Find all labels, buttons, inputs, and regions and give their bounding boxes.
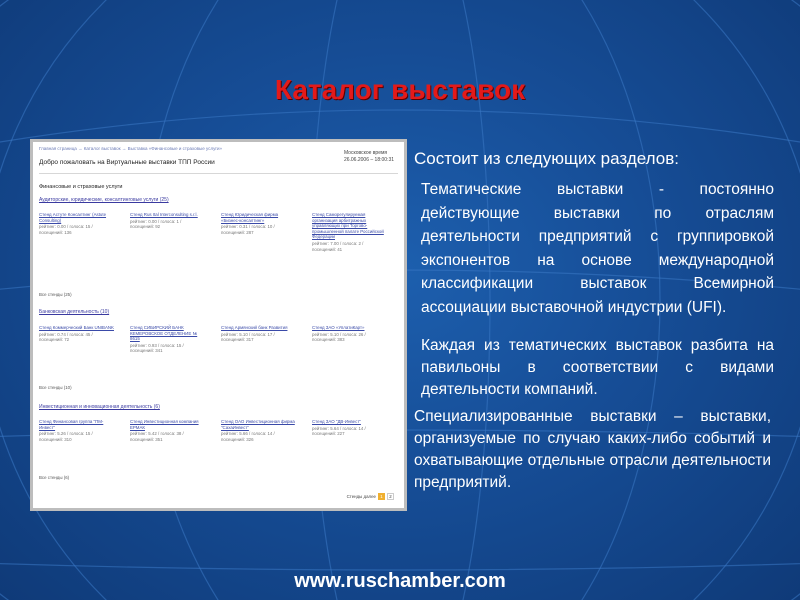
stand-card[interactable] (39, 419, 115, 442)
stand-meta: рейтинг: 0.93 / голоса: 15 / посещений: 341 (130, 342, 184, 354)
stand-meta: рейтинг: 5.10 / голоса: 17 / посещений: 317 (221, 331, 275, 343)
stand-link[interactable]: Стенд Саморегулируемая организация арбитражных управляющих при Торгово-промышленной палате Российской Федерации (312, 212, 384, 240)
section-heading-audit[interactable]: Аудиторские, юридические, консалтинговые услуги (25) (39, 197, 169, 203)
stand-link[interactable]: Стенд ЗАО "ДВ-Инвест" (312, 419, 361, 424)
all-stands-link[interactable]: Все стенды (25) (39, 292, 72, 297)
stand-card[interactable] (39, 325, 115, 343)
stand-link[interactable]: Стенд ОАО Инвестиционная фирма "СахаИнвест" (221, 419, 295, 430)
stand-meta: рейтинг: 0.74 / голоса: 45 / посещений: 72 (39, 331, 93, 343)
page-button-1[interactable]: 1 (378, 493, 385, 500)
stand-meta: рейтинг: 0.00 / голоса: 1 / посещений: 92 (130, 218, 182, 230)
breadcrumb[interactable]: Главная страница → Каталог выставок → Выставка «Финансовые и страховые услуги» (39, 146, 223, 151)
stand-card[interactable] (312, 419, 388, 437)
stand-link[interactable]: Стенд Коммерческий Банк UNIBANK (39, 325, 114, 330)
stand-link[interactable]: Стенд Финансовая группа "ПМ-Инвест" (39, 419, 104, 430)
clock-value: 26.06.2006 – 18:00:31 (343, 157, 394, 163)
stand-meta: рейтинг: 5.64 / голоса: 14 / посещений: 227 (312, 425, 366, 437)
stand-meta: рейтинг: 5.42 / голоса: 38 / посещений: 351 (130, 431, 184, 442)
stand-card[interactable] (221, 325, 297, 343)
stand-meta: рейтинг: 5.10 / голоса: 26 / посещений: 383 (312, 331, 366, 343)
stand-link[interactable]: Стенд СИБИРСКИЙ БАНК КЕМЕРОВСКОЕ ОТДЕЛЕНИЕ № 8615 (130, 325, 198, 342)
stand-link[interactable]: Стенд Юридическая фирма «Бизнес-консалтинг» (221, 212, 279, 223)
paragraph-specialized: Специализированные выставки – выставки, организуемые по случаю каких-либо событий и охватывающие отдельные отрасли деятельности предприятий. (414, 408, 771, 491)
paragraph-pavilions: Каждая из тематических выставок разбита на павильоны в соответствии с видами деятельности компаний. (421, 337, 774, 398)
stand-card[interactable] (130, 212, 206, 230)
moscow-clock (344, 150, 394, 164)
footer-url[interactable]: www.ruschamber.com (294, 570, 506, 592)
stand-link[interactable]: Стенд Астуте Консалтинг (Astute Consulting) (39, 212, 107, 223)
stand-meta: рейтинг: 0.31 / голоса: 10 / посещений: 287 (221, 224, 275, 235)
stand-card[interactable] (312, 325, 388, 343)
pagination (347, 493, 394, 500)
stand-meta: рейтинг: 0.00 / голоса: 15 / посещений: 136 (39, 224, 93, 235)
website-screenshot (30, 139, 407, 511)
stand-card[interactable] (221, 419, 297, 442)
divider (39, 173, 398, 174)
stand-link[interactable]: Стенд ЗАО «УплатиКарт» (312, 325, 365, 330)
slide-title: Каталог выставок (274, 74, 526, 105)
welcome-heading: Добро пожаловать на Виртуальные выставки ТПП России (39, 159, 215, 166)
paragraph-thematic: Тематические выставки - постоянно действующие выставки по отраслям деятельности предприятий с группировкой экспонентов на основе международной классификации выставок Всемирной ассоциации выставочной индустрии (UFI). (421, 181, 774, 316)
stand-link[interactable]: Стенд Rus Ital Interconsulting s.r.l. (130, 212, 198, 217)
stand-card[interactable] (221, 212, 297, 235)
exhibition-title: Финансовые и страховые услуги (39, 184, 123, 190)
intro-text: Состоит из следующих разделов: (414, 149, 679, 168)
stand-link[interactable]: Стенд Армянский банк Развития (221, 325, 288, 330)
all-stands-link[interactable]: Все стенды (10) (39, 385, 72, 390)
stand-link[interactable]: Стенд Инвестиционная компания ЕРМАК (130, 419, 199, 430)
stand-card[interactable] (130, 419, 206, 442)
stand-card[interactable] (39, 212, 115, 235)
section-heading-investment[interactable]: Инвестиционная и инновационная деятельность (6) (39, 404, 160, 410)
section-heading-banking[interactable]: Банковская деятельность (10) (39, 309, 110, 315)
all-stands-link[interactable]: Все стенды (6) (39, 475, 70, 480)
page-button-2[interactable]: 2 (387, 493, 394, 500)
pager-label: Стенды далее (346, 494, 376, 499)
stand-card[interactable] (130, 325, 206, 354)
stand-card[interactable] (312, 212, 388, 252)
website-page (33, 142, 404, 508)
stand-meta: рейтинг: 5.26 / голоса: 15 / посещений: 310 (39, 431, 93, 442)
clock-label: Московское время (343, 150, 388, 156)
stand-meta: рейтинг: 7.00 / голоса: 2 / посещений: 41 (312, 240, 364, 252)
stand-meta: рейтинг: 5.66 / голоса: 14 / посещений: 326 (221, 431, 275, 442)
